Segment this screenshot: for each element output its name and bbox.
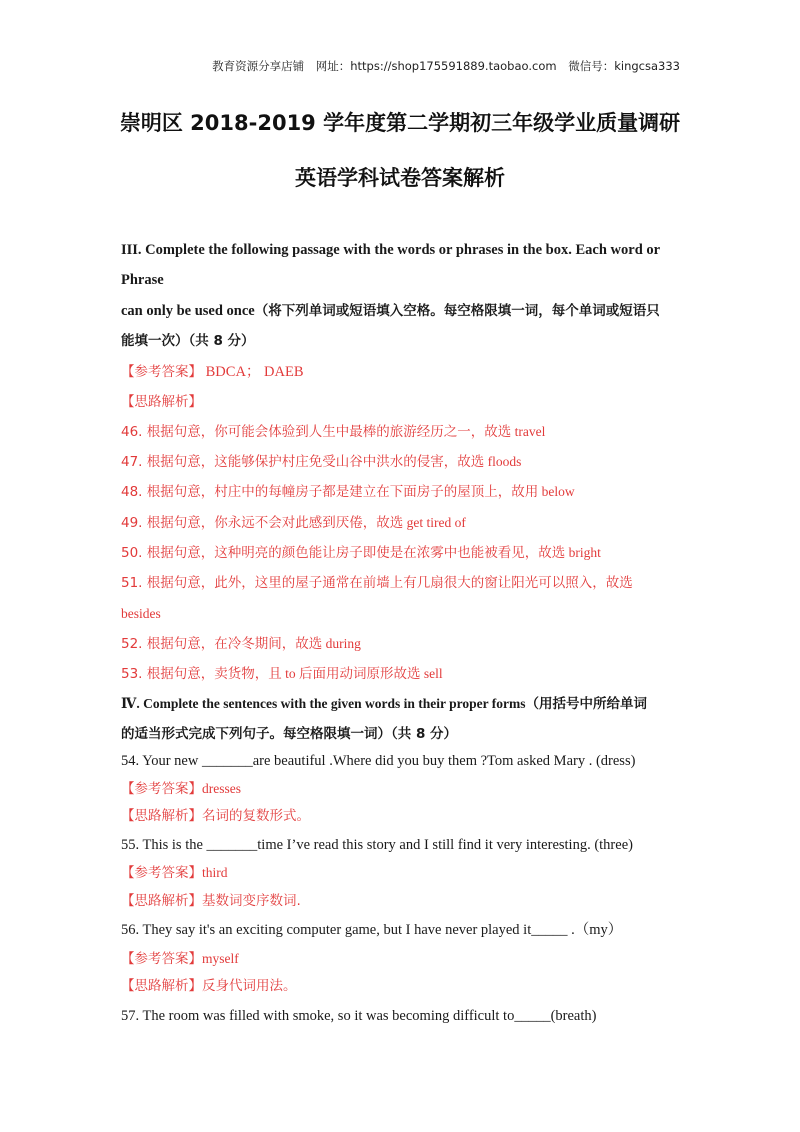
analysis-54: 【思路解析】名词的复数形式。 <box>121 808 310 824</box>
analysis-item: 50. 根据句意，这种明亮的颜色能让房子即使是在浓雾中也能被看见，故选 bright <box>121 545 601 561</box>
analysis-label: 【思路解析】 <box>121 394 202 410</box>
section4-heading-line2: 的适当形式完成下列句子。每空格限填一词）（共 8 分） <box>121 726 458 742</box>
answer-54: 【参考答案】dresses <box>121 781 241 797</box>
analysis-item: 49. 根据句意，你永远不会对此感到厌倦，故选 get tired of <box>121 515 466 531</box>
question-55: 55. This is the _______time I’ve read this story and I still find it very interesting. (three) <box>121 837 633 853</box>
analysis-item: 53. 根据句意，卖货物，且 to 后面用动词原形故选 sell <box>121 666 443 682</box>
analysis-item: 47. 根据句意，这能够保护村庄免受山谷中洪水的侵害，故选 floods <box>121 454 522 470</box>
section3-heading-line1: III. Complete the following passage with the words or phrases in the box. Each word or <box>121 242 661 258</box>
question-56: 56. They say it's an exciting computer game, but I have never played it_____ .（my） <box>121 922 623 938</box>
page-title: 崇明区 2018-2019 学年度第二学期初三年级学业质量调研 <box>119 111 681 135</box>
analysis-item-continuation: besides <box>121 606 161 621</box>
section3-answer <box>121 362 681 382</box>
analysis-item: 52. 根据句意，在冷冬期间，故选 during <box>121 636 361 652</box>
question-54: 54. Your new _______are beautiful .Where did you buy them ?Tom asked Mary . (dress) <box>121 753 636 769</box>
answer-value: BDCA； DAEB <box>205 364 304 380</box>
section3-heading-line4: 能填一次）（共 8 分） <box>121 333 255 349</box>
analysis-item: 51. 根据句意，此外，这里的屋子通常在前墙上有几扇很大的窗让阳光可以照入，故选 <box>121 575 633 591</box>
question-57: 57. The room was filled with smoke, so it was becoming difficult to_____(breath) <box>121 1008 597 1024</box>
answer-55: 【参考答案】third <box>121 865 228 881</box>
shop-url: 网址：https://shop175591889.taobao.com <box>315 59 557 73</box>
section4-heading-line1: Ⅳ. Complete the sentences with the given words in their proper forms（用括号中所给单词 <box>121 696 648 712</box>
section3-heading-en: can only be used once <box>121 303 255 319</box>
section3-heading-line3 <box>121 301 681 321</box>
section3-heading-line2: Phrase <box>121 272 164 288</box>
answer-label: 【参考答案】 <box>121 364 202 380</box>
analysis-item: 46. 根据句意，你可能会体验到人生中最棒的旅游经历之一，故选 travel <box>121 424 546 440</box>
analysis-item: 48. 根据句意，村庄中的每幢房子都是建立在下面房子的屋顶上，故用 below <box>121 484 575 500</box>
answer-56: 【参考答案】myself <box>121 951 239 967</box>
shop-name: 教育资源分享店铺 <box>212 59 305 73</box>
wechat-id: 微信号：kingcsa333 <box>568 59 680 73</box>
page-subtitle: 英语学科试卷答案解析 <box>295 166 505 190</box>
analysis-55: 【思路解析】基数词变序数词. <box>121 893 301 909</box>
analysis-56: 【思路解析】反身代词用法。 <box>121 978 297 994</box>
section3-heading-cn: （将下列单词或短语填入空格。每空格限填一词，每个单词或短语只 <box>254 303 660 319</box>
page-header <box>0 58 800 74</box>
